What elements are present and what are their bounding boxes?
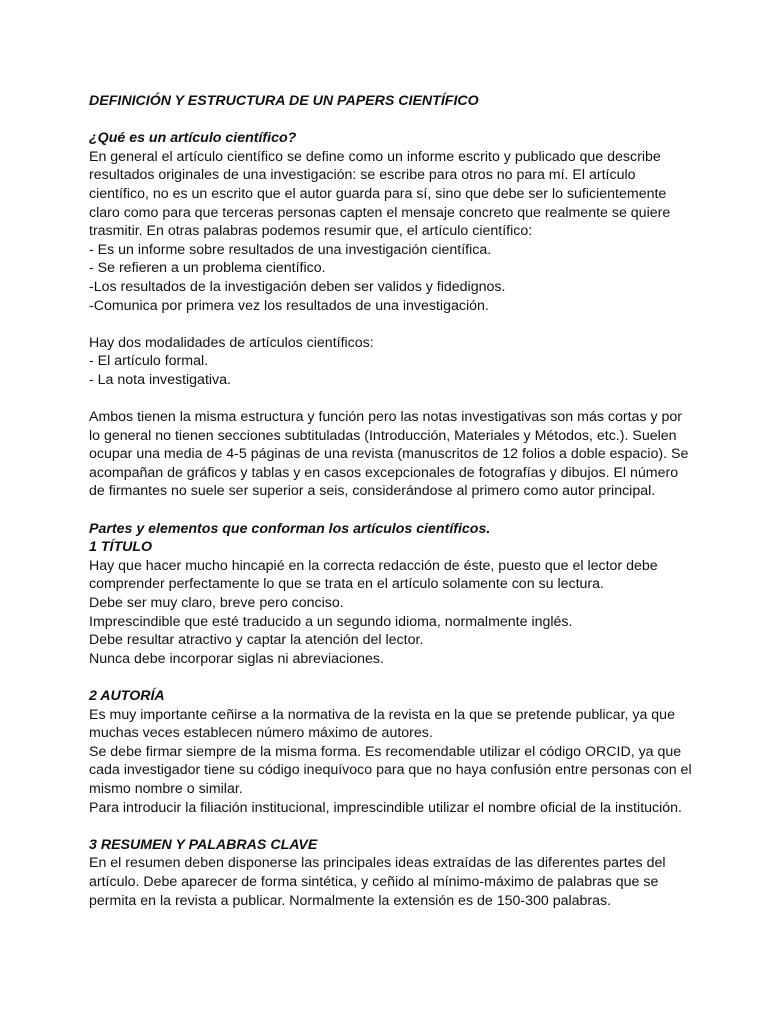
text-line: Debe resultar atractivo y captar la atención del lector. bbox=[89, 632, 424, 649]
spacer bbox=[89, 315, 688, 334]
text-line: mismo nombre o similar. bbox=[89, 780, 243, 797]
spacer bbox=[89, 501, 688, 520]
text-line: Se debe firmar siempre de la misma forma. Es recomendable utilizar el código ORCID, ya que bbox=[89, 743, 682, 760]
section-heading-resumen: 3 RESUMEN Y PALABRAS CLAVE bbox=[89, 836, 318, 853]
text-line: Hay que hacer mucho hincapié en la correcta redacción de éste, puesto que el lector debe bbox=[89, 557, 658, 574]
text-line: Imprescindible que esté traducido a un segundo idioma, normalmente inglés. bbox=[89, 613, 573, 630]
section-heading-autoria: 2 AUTORÍA bbox=[89, 688, 165, 704]
text-line: muchas veces establecen número máximo de autores. bbox=[89, 725, 433, 742]
spacer bbox=[89, 111, 688, 130]
text-line: Es muy importante ceñirse a la normativa de la revista en la que se pretende publicar, ya que bbox=[89, 706, 675, 723]
section-heading-que-es: ¿Qué es un artículo científico? bbox=[89, 130, 297, 147]
text-line: claro como para que terceras personas capten el mensaje concreto que realmente se quiere bbox=[89, 204, 671, 221]
section-heading-titulo: 1 TÍTULO bbox=[89, 539, 153, 556]
text-line: Ambos tienen la misma estructura y función pero las notas investigativas son más cortas y por bbox=[89, 409, 682, 426]
list-item: -Los resultados de la investigación deben ser validos y fidedignos. bbox=[89, 278, 506, 295]
paragraph-autoria bbox=[89, 706, 692, 818]
text-line: Hay dos modalidades de artículos científicos: bbox=[89, 334, 374, 351]
section-heading-partes: Partes y elementos que conforman los artículos científicos. bbox=[89, 520, 491, 537]
paragraph-que-es bbox=[89, 148, 688, 315]
document-title: DEFINICIÓN Y ESTRUCTURA DE UN PAPERS CIENTÍFICO bbox=[89, 93, 479, 109]
text-line: Debe ser muy claro, breve pero conciso. bbox=[89, 595, 344, 612]
text-line: Nunca debe incorporar siglas ni abreviaciones. bbox=[89, 650, 384, 667]
text-line: En general el artículo científico se define como un informe escrito y publicado que describe bbox=[89, 148, 661, 165]
text-line: lo general no tienen secciones subtituladas (Introducción, Materiales y Métodos, etc.). Suelen bbox=[89, 427, 677, 444]
text-line: comprender perfectamente lo que se trata en el artículo solamente con su lectura. bbox=[89, 576, 604, 593]
paragraph-ambos bbox=[89, 408, 688, 501]
list-item: - Es un informe sobre resultados de una investigación científica. bbox=[89, 241, 492, 258]
text-line: ocupar una media de 4-5 páginas de una revista (manuscritos de 12 folios a doble espacio). Se bbox=[89, 446, 689, 463]
text-line: permita en la revista a publicar. Normalmente la extensión es de 150-300 palabras. bbox=[89, 892, 612, 909]
list-item: - Se refieren a un problema científico. bbox=[89, 260, 326, 277]
text-line: cada investigador tiene su código inequívoco para que no haya confusión entre personas con el bbox=[89, 762, 692, 779]
text-line: trasmitir. En otras palabras podemos resumir que, el artículo científico: bbox=[89, 223, 533, 240]
text-line: de firmantes no suele ser superior a seis, considerándose al primero como autor principal. bbox=[89, 483, 656, 500]
spacer bbox=[89, 390, 688, 409]
spacer bbox=[89, 817, 688, 836]
paragraph-titulo bbox=[89, 557, 688, 669]
paragraph-resumen bbox=[89, 854, 688, 910]
list-item: -Comunica por primera vez los resultados de una investigación. bbox=[89, 297, 489, 314]
list-item: - El artículo formal. bbox=[89, 353, 209, 370]
text-line: Para introducir la filiación institucional, imprescindible utilizar el nombre oficial de la institución. bbox=[89, 799, 683, 816]
paragraph-modalidades bbox=[89, 334, 688, 390]
spacer bbox=[89, 668, 688, 687]
list-item: - La nota investigativa. bbox=[89, 371, 231, 388]
text-line: científico, no es un escrito que el autor guarda para sí, sino que debe ser lo suficientemente bbox=[89, 185, 667, 202]
text-line: artículo. Debe aparecer de forma sintética, y ceñido al mínimo-máximo de palabras que se bbox=[89, 873, 659, 890]
text-line: acompañan de gráficos y tablas y en casos excepcionales de fotografías y dibujos. El número bbox=[89, 464, 679, 481]
text-line: resultados originales de una investigación: se escribe para otros no para mí. El artículo bbox=[89, 167, 636, 184]
text-line: En el resumen deben disponerse las principales ideas extraídas de las diferentes partes del bbox=[89, 855, 666, 872]
